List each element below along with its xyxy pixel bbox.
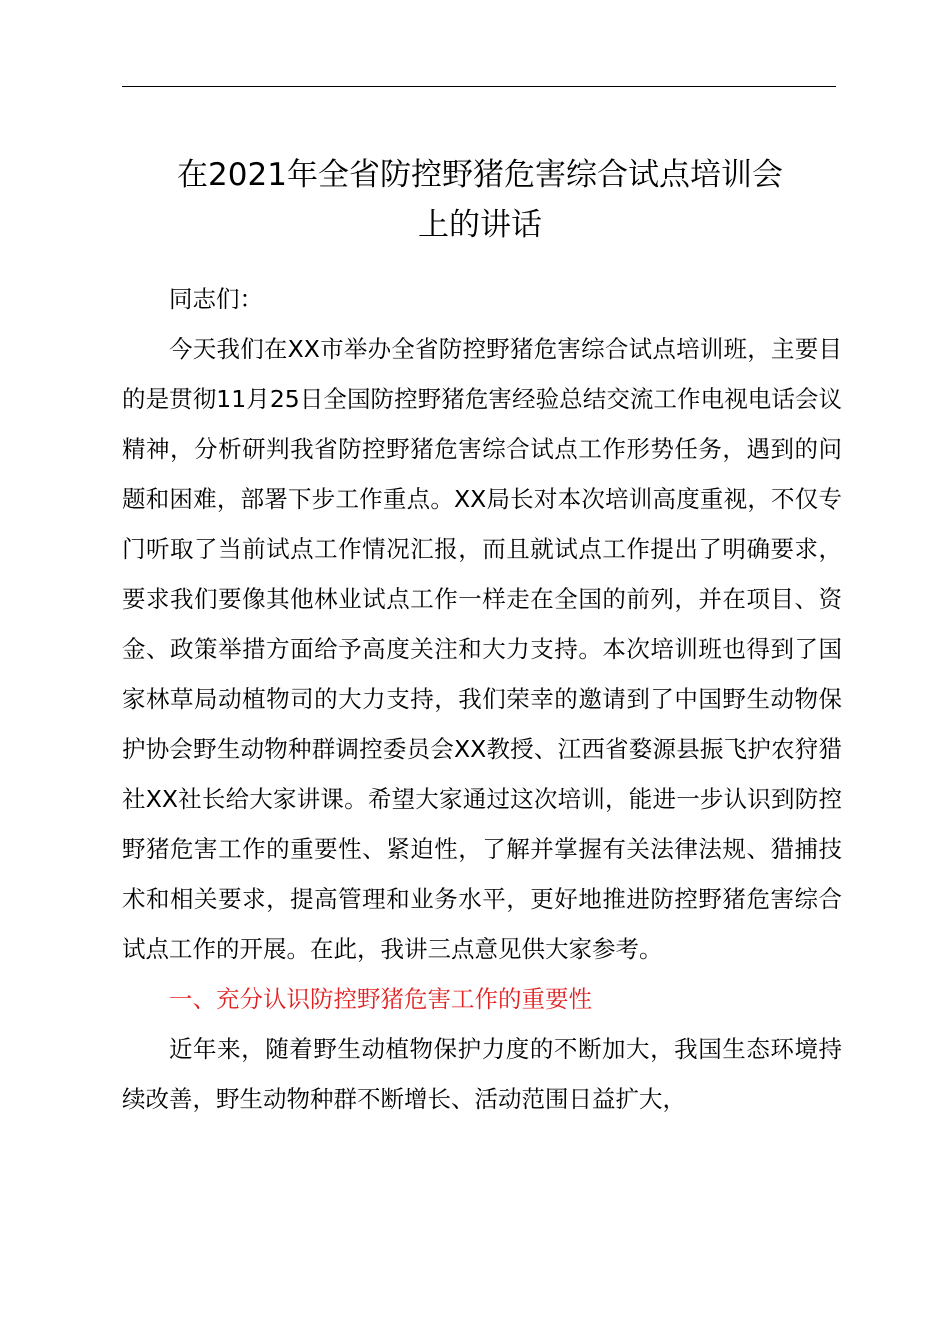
header-rule [122, 86, 836, 87]
title-line-2: 上的讲话 [418, 207, 542, 243]
paragraph-2: 近年来，随着野生动植物保护力度的不断加大，我国生态环境持续改善，野生动物种群不断增长、活动范围日益扩大， [122, 1035, 842, 1113]
title-line-1: 在2021年全省防控野猪危害综合试点培训会 [177, 157, 783, 193]
document-body [122, 274, 842, 1124]
paragraph-1: 今天我们在XX市举办全省防控野猪危害综合试点培训班，主要目的是贯彻11月25日全国防控野猪危害经验总结交流工作电视电话会议精神，分析研判我省防控野猪危害综合试点工作形势任务，遇到的问题和困难，部署下步工作重点。XX局长对本次培训高度重视，不仅专门听取了当前试点工作情况汇报，而且就试点工作提出了明确要求，要求我们要像其他林业试点工作一样走在全国的前列，并在项目、资金、政策举措方面给予高度关注和大力支持。本次培训班也得到了国家林草局动植物司的大力支持，我们荣幸的邀请到了中国野生动物保护协会野生动物种群调控委员会XX教授、江西省婺源县振飞护农狩猎社XX社长给大家讲课。希望大家通过这次培训，能进一步认识到防控野猪危害工作的重要性、紧迫性，了解并掌握有关法律法规、猎捕技术和相关要求，提高管理和业务水平，更好地推进防控野猪危害综合试点工作的开展。在此，我讲三点意见供大家参考。 [122, 335, 842, 963]
document-title [100, 150, 860, 250]
section-heading-1: 一、充分认识防控野猪危害工作的重要性 [169, 985, 592, 1013]
salutation: 同志们： [169, 285, 263, 313]
